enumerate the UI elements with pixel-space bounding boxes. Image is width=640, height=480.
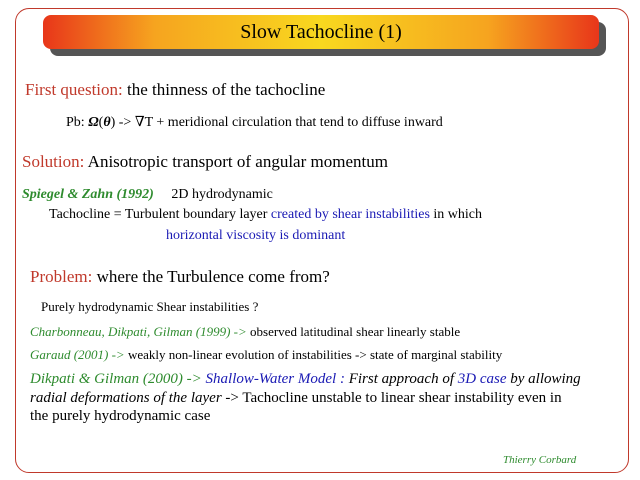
ref4-model: Shallow-Water Model : [205,371,349,387]
pb-line [66,114,443,131]
problem-line [30,267,330,287]
ref2-authors: Charbonneau, Dikpati, Gilman (1999) -> [30,324,251,339]
tachocline-prefix: Tachocline = Turbulent boundary layer [49,207,271,222]
ref4-line2-italic: radial deformations of the layer [30,390,226,406]
first-question-line [25,80,325,100]
first-question-label: First question: [25,80,123,99]
solution-text: Anisotropic transport of angular momentum [84,152,388,171]
ref4-line3: the purely hydrodynamic case [30,408,211,424]
title-bar [43,15,599,49]
ref4-line2 [30,390,562,407]
pb-arrow: -> [115,115,135,130]
ref3-text: weakly non-linear evolution of instabilities -> state of marginal stability [127,347,503,362]
solution-label: Solution: [22,152,85,171]
pb-prefix: Pb: [66,115,89,130]
ref4-line2-rest: -> Tachocline unstable to linear shear instability even in [225,390,562,406]
purely-line: Purely hydrodynamic Shear instabilities ? [41,299,259,314]
ref3-authors: Garaud (2001) -> [30,347,128,362]
pb-rest: T + meridional circulation that tend to diffuse inward [144,115,443,130]
problem-label: Problem: [30,267,93,286]
author-signature: Thierry Corbard [503,454,577,466]
tachocline-highlight: created by shear instabilities [270,207,430,222]
ref1-line [22,187,273,203]
omega-symbol: Ω [88,115,99,130]
ref4-line1 [30,371,581,388]
first-question-text: the thinness of the tachocline [122,80,326,99]
ref1-desc: 2D hydrodynamic [171,187,273,202]
ref4-case3d: 3D case [457,371,507,387]
tachocline-line [49,207,482,223]
problem-text: where the Turbulence come from? [92,267,330,286]
viscosity-line: horizontal viscosity is dominant [166,228,346,243]
ref1-authors: Spiegel & Zahn (1992) [22,187,154,202]
solution-line [22,152,388,172]
ref3-line [30,347,502,363]
ref4-first: First approach of [348,371,458,387]
nabla-symbol: ∇ [134,114,145,130]
theta-symbol: θ [103,115,111,130]
ref2-line [30,324,460,340]
tachocline-suffix: in which [429,207,483,222]
ref4-allowing: by allowing [506,371,581,387]
ref4-authors: Dikpati & Gilman (2000) -> [30,371,206,387]
slide-title: Slow Tachocline (1) [240,20,402,43]
paren-close: ) [110,115,116,130]
paren-open: ( [98,115,104,130]
ref2-text: observed latitudinal shear linearly stable [250,324,461,339]
